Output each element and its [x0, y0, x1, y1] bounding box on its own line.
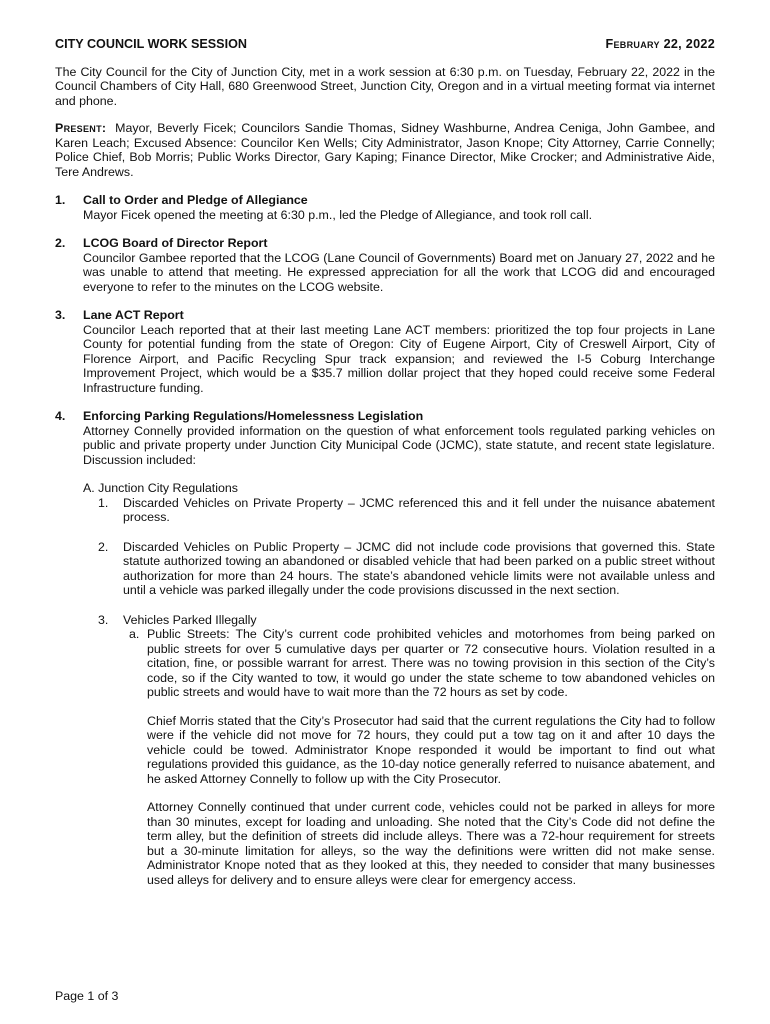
section-lcog-report — [55, 236, 715, 294]
section-title: Lane ACT Report — [83, 308, 184, 322]
sub-list-item — [123, 627, 715, 700]
list-item — [83, 540, 715, 598]
section-lane-act-report — [55, 308, 715, 395]
section-number: 2. — [55, 236, 66, 250]
section-body: Mayor Ficek opened the meeting at 6:30 p.m., led the Pledge of Allegiance, and took roll call. — [83, 207, 593, 222]
section-heading — [55, 308, 715, 323]
sub-list-item-text: Public Streets: The City’s current code prohibited vehicles and motorhomes from being parked on public streets for over 5 cumulative days per quarter or 72 consecutive hours. Violation resulted in a citation, fine, or possible warrant for arrest. There was no towing provision in this section of the City’s code, so if the City wanted to tow, it would go under the state scheme to tow abandoned vehicles on public streets and would have to wait more than the 72 hours as set by code. — [147, 627, 715, 699]
list-item-text: Vehicles Parked Illegally — [123, 612, 257, 627]
section-heading — [55, 409, 715, 424]
section-number: 3. — [55, 308, 66, 322]
document-title: CITY COUNCIL WORK SESSION — [55, 37, 247, 51]
attendance-paragraph — [55, 121, 715, 179]
section-title: LCOG Board of Director Report — [83, 236, 268, 250]
meeting-date: February 22, 2022 — [605, 37, 715, 51]
list-item-content — [123, 613, 715, 888]
section-number: 1. — [55, 193, 66, 207]
subsection-junction-city-regulations — [83, 481, 715, 887]
page-number: Page 1 of 3 — [55, 989, 119, 1003]
section-call-to-order — [55, 193, 715, 222]
intro-paragraph: The City Council for the City of Junction City, met in a work session at 6:30 p.m. on Tuesday, February 22, 2022 in the Council Chambers of City Hall, 680 Greenwood Street, Junction City, Oregon and in a virtual meeting format via internet and phone. — [55, 64, 715, 108]
list-item-text: Discarded Vehicles on Private Property – JCMC referenced this and it fell under the nuisance abatement process. — [123, 495, 715, 524]
discussion-paragraph: Chief Morris stated that the City’s Prosecutor had said that the current regulations the City had to follow were if the vehicle did not move for 72 hours, they could put a tow tag on it and after 10 days the vehicle could be towed. Administrator Knope responded it would be important to find out what regulations provided this guidance, as the 10-day notice generally referred to nuisance abatement, and he asked Attorney Connelly to follow up with the City Prosecutor. — [147, 713, 715, 786]
list-item-number: 2. — [98, 539, 109, 554]
list-item-number: 1. — [98, 495, 109, 510]
subsection-label: A. Junction City Regulations — [83, 481, 238, 495]
present-label: Present: — [55, 121, 107, 135]
section-title: Call to Order and Pledge of Allegiance — [83, 193, 308, 207]
section-heading — [55, 193, 715, 208]
list-item — [83, 613, 715, 888]
document-page — [55, 37, 715, 901]
sub-list-item-letter: a. — [129, 627, 140, 641]
list-item-number: 3. — [98, 612, 109, 627]
section-parking-regulations — [55, 409, 715, 887]
section-title: Enforcing Parking Regulations/Homelessness Legislation — [83, 409, 424, 423]
discussion-paragraph: Attorney Connelly continued that under current code, vehicles could not be parked in alleys for more than 30 minutes, except for loading and unloading. She noted that the City’s Code did not define the term alley, but the definition of streets did include alleys. There was a 72-hour requirement for streets but a 30-minute limitation for alleys, so the way the definitions were written did not make sense. Administrator Knope noted that as they looked at this, they needed to consider that many businesses used alleys for delivery and to ensure alleys were clear for emergency access. — [147, 800, 715, 887]
section-body: Councilor Gambee reported that the LCOG (Lane Council of Governments) Board met on January 27, 2022 and he was unable to attend that meeting. He expressed appreciation for all the work that LCOG did and encouraged everyone to refer to the minutes on the LCOG website. — [83, 250, 715, 294]
section-number: 4. — [55, 409, 66, 423]
list-item — [83, 496, 715, 525]
section-heading — [55, 236, 715, 251]
document-header — [55, 37, 715, 52]
section-body: Attorney Connelly provided information on the question of what enforcement tools regulated parking vehicles on public and private property under Junction City Municipal Code (JCMC), state statute, and recent state legislature. Discussion included: — [83, 423, 715, 467]
list-item-text: Discarded Vehicles on Public Property – JCMC did not include code provisions that governed this. State statute authorized towing an abandoned or disabled vehicle that had been parked on a public street without authorization for more than 24 hours. The state’s abandoned vehicle limits were not available unless and until a vehicle was parked illegally under the code provisions discussed in the next section. — [123, 539, 715, 597]
section-body: Councilor Leach reported that at their last meeting Lane ACT members: prioritized the top four projects in Lane County for potential funding from the state of Oregon: City of Eugene Airport, City of Creswell Airport, City of Florence Airport, and Pacific Recycling Spur track expansion; and reviewed the I-5 Coburg Interchange Improvement Project, which would be a $35.7 million dollar project that they hoped could receive some Federal Infrastructure funding. — [83, 322, 715, 395]
attendance-list: Mayor, Beverly Ficek; Councilors Sandie Thomas, Sidney Washburne, Andrea Ceniga, John Gambee, and Karen Leach; Excused Absence: Councilor Ken Wells; City Administrator, Jason Knope; City Attorney, Carrie Connelly; Police Chief, Bob Morris; Public Works Director, Gary Kaping; Finance Director, Mike Crocker; and Administrative Aide, Tere Andrews. — [55, 121, 715, 179]
